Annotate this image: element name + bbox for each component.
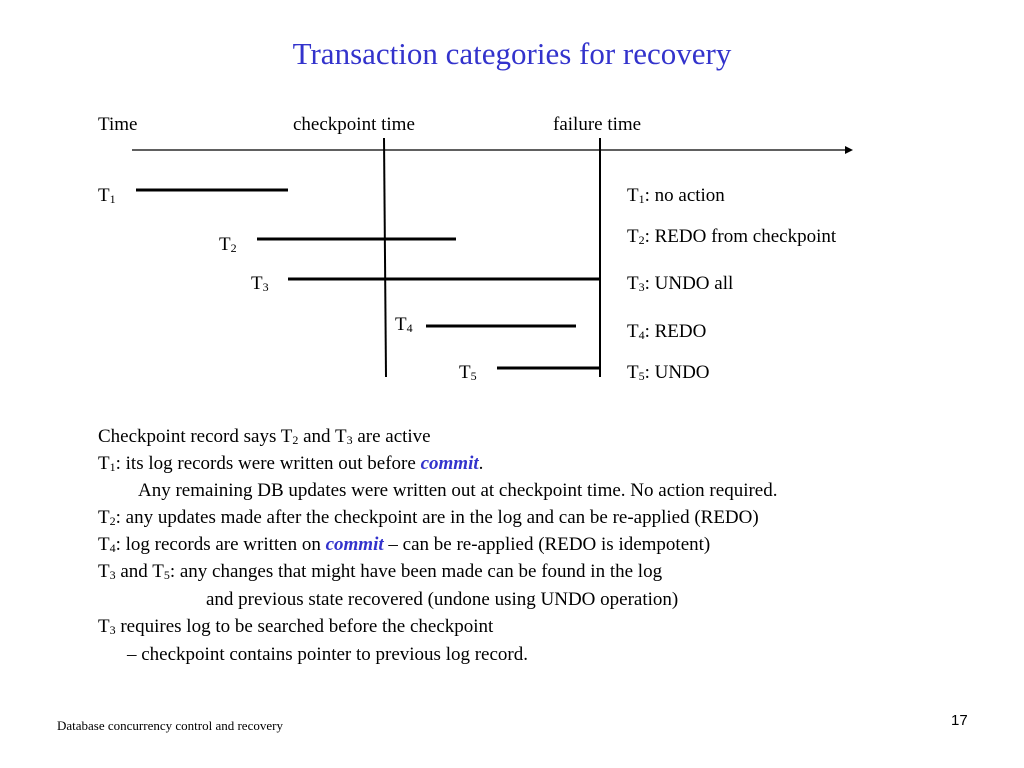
footer-text: Database concurrency control and recovery <box>57 718 283 733</box>
note-line-3: Any remaining DB updates were written out at checkpoint time. No action required. <box>138 480 778 501</box>
t5-label: T5 <box>459 362 477 383</box>
t4-label: T4 <box>395 314 413 335</box>
commit-keyword: commit <box>420 453 479 474</box>
note-line-9: – checkpoint contains pointer to previous log record. <box>127 644 529 665</box>
note-line-2: T1: its log records were written out before commit. <box>98 453 484 474</box>
failure-time-label: failure time <box>553 114 642 135</box>
note-line-5: T4: log records are written on commit – can be re-applied (REDO is idempotent) <box>98 534 711 555</box>
t3-label: T3 <box>251 273 269 294</box>
t3-action: T3: UNDO all <box>627 273 734 294</box>
t1-action: T1: no action <box>627 185 725 206</box>
time-axis-arrowhead <box>845 146 853 154</box>
page-number: 17 <box>951 712 968 729</box>
t2-action: T2: REDO from checkpoint <box>627 226 837 247</box>
note-line-1: Checkpoint record says T2 and T3 are active <box>98 426 431 447</box>
note-line-8: T3 requires log to be searched before the checkpoint <box>98 616 494 637</box>
checkpoint-time-label: checkpoint time <box>293 114 415 135</box>
note-line-7: and previous state recovered (undone using UNDO operation) <box>206 589 679 610</box>
t5-action: T5: UNDO <box>627 362 710 383</box>
checkpoint-line <box>384 138 386 377</box>
note-line-4: T2: any updates made after the checkpoint are in the log and can be re-applied (REDO) <box>98 507 759 528</box>
time-label: Time <box>98 114 138 135</box>
t1-label: T1 <box>98 185 116 206</box>
t2-label: T2 <box>219 234 237 255</box>
slide-title: Transaction categories for recovery <box>292 36 732 71</box>
commit-keyword: commit <box>325 534 384 555</box>
t4-action: T4: REDO <box>627 321 707 342</box>
note-line-6: T3 and T5: any changes that might have been made can be found in the log <box>98 561 663 582</box>
